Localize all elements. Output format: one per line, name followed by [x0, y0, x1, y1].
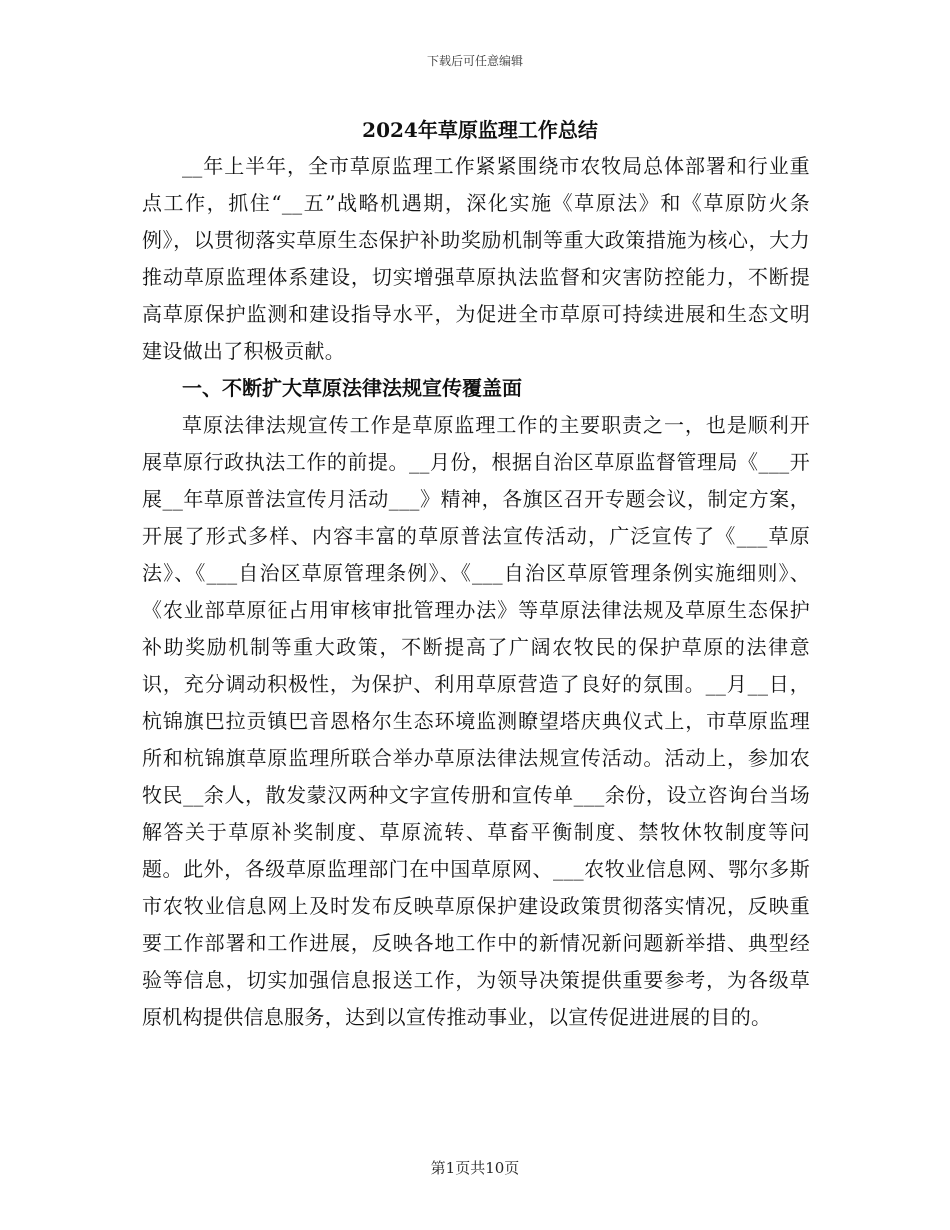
document-title: 2024年草原监理工作总结: [362, 118, 598, 142]
page-number: 第1页共10页: [430, 1159, 520, 1177]
section-paragraph: 草原法律法规宣传工作是草原监理工作的主要职责之一，也是顺利开展草原行政执法工作的前提。__月份，根据自治区草原监督管理局《___开展__年草原普法宣传月活动___》精神，各旗区召开专题会议，制定方案，开展了形式多样、内容丰富的草原普法宣传活动，广泛宣传了《___草原法》、《___自治区草原管理条例》、《___自治区草原管理条例实施细则》、《农业部草原征占用审核审批管理办法》等草原法律法规及草原生态保护补助奖励机制等重大政策，不断提高了广阔农牧民的保护草原的法律意识，充分调动积极性，为保护、利用草原营造了良好的氛围。__月__日，杭锦旗巴拉贡镇巴音恩格尔生态环境监测瞭望塔庆典仪式上，市草原监理所和杭锦旗草原监理所联合举办草原法律法规宣传活动。活动上，参加农牧民__余人，散发蒙汉两种文字宣传册和宣传单___余份，设立咨询台当场解答关于草原补奖制度、草原流转、草畜平衡制度、禁牧休牧制度等问题。此外，各级草原监理部门在中国草原网、___农牧业信息网、鄂尔多斯市农牧业信息网上及时发布反映草原保护建设政策贯彻落实情况，反映重要工作部署和工作进展，反映各地工作中的新情况新问题新举措、典型经验等信息，切实加强信息报送工作，为领导决策提供重要参考，为各级草原机构提供信息服务，达到以宣传推动事业，以宣传促进进展的目的。: [142, 413, 810, 1029]
intro-paragraph: __年上半年，全市草原监理工作紧紧围绕市农牧局总体部署和行业重点工作，抓住“__五”战略机遇期，深化实施《草原法》和《草原防火条例》，以贯彻落实草原生态保护补助奖励机制等重大政策措施为核心，大力推动草原监理体系建设，切实增强草原执法监督和灾害防控能力，不断提高草原保护监测和建设指导水平，为促进全市草原可持续进展和生态文明建设做出了积极贡献。: [142, 154, 810, 363]
document-body: [142, 112, 810, 1036]
section-heading: 一、不断扩大草原法律法规宣传覆盖面: [182, 376, 522, 400]
page-header-note: 下载后可任意编辑: [426, 54, 523, 68]
